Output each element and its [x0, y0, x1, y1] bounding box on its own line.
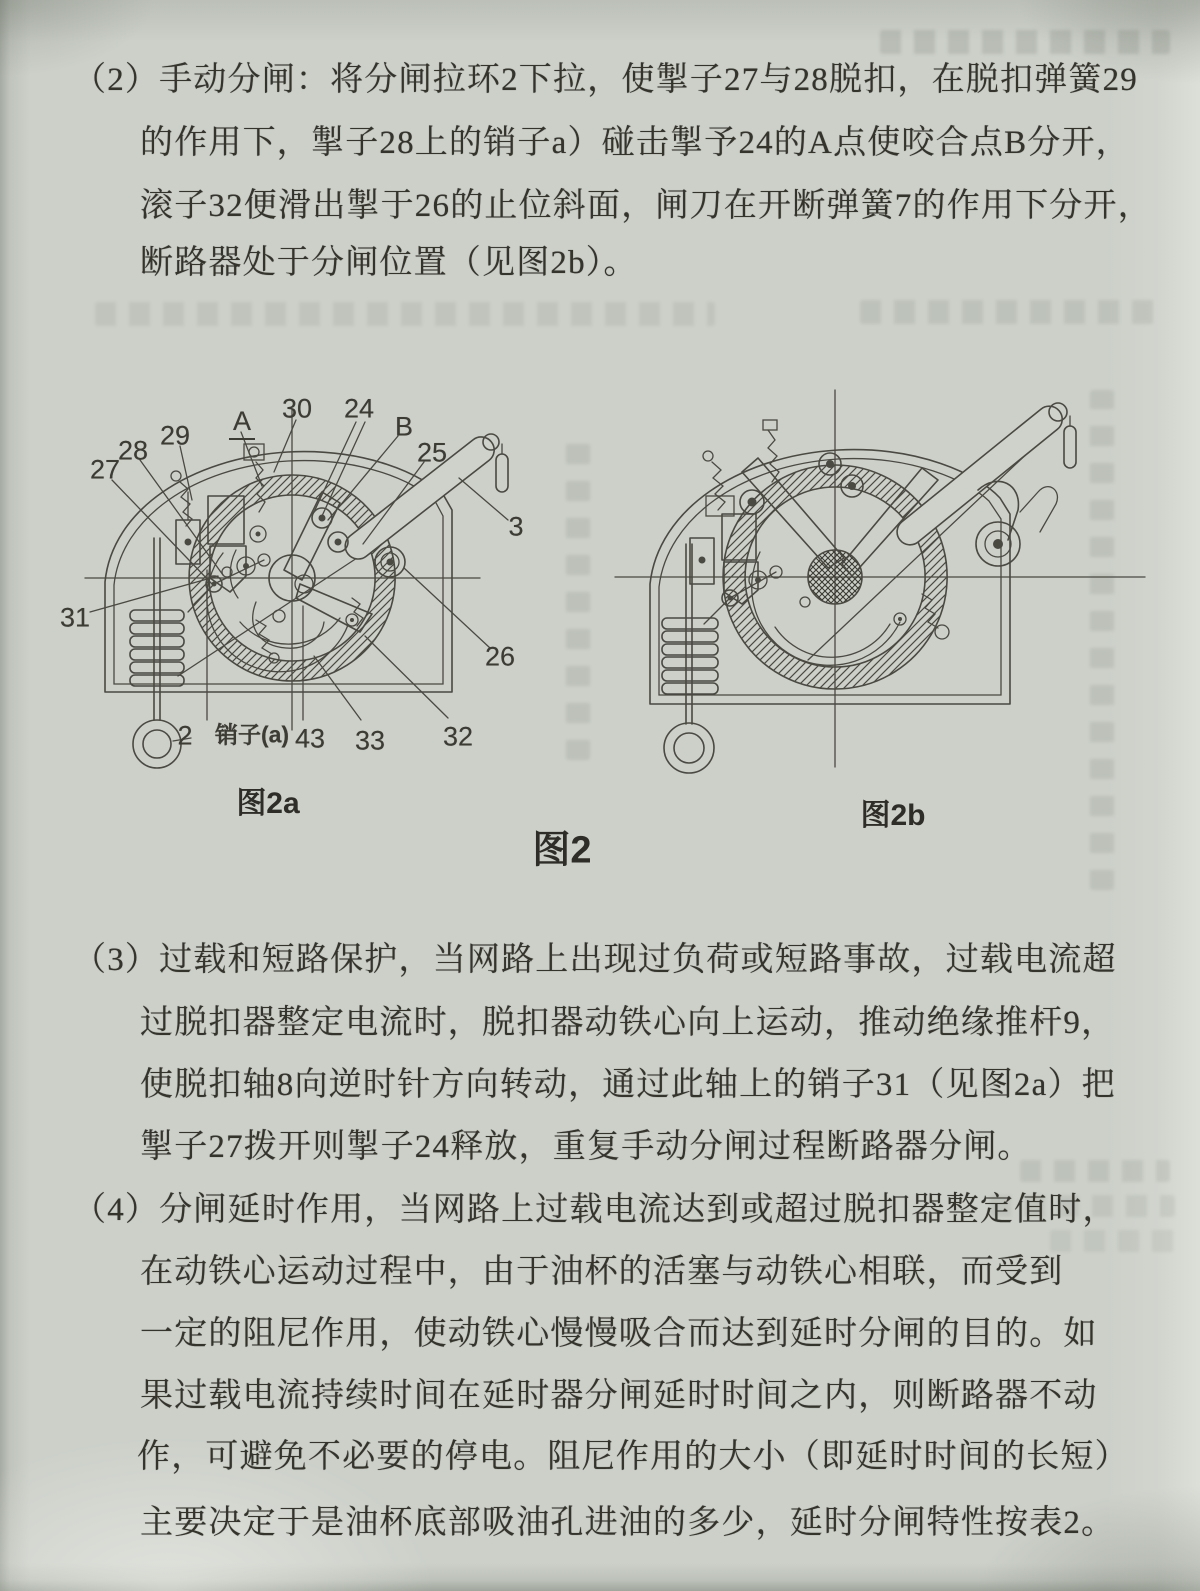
- figure2a-label-32: 32: [442, 721, 474, 752]
- pull-rod-and-ring: [130, 538, 184, 768]
- paragraph-3-line-3: 使脱扣轴8向逆时针方向转动，通过此轴上的销子31（见图2a）把: [140, 1067, 1116, 1103]
- bleedthrough-texture: [566, 430, 590, 760]
- paragraph-4-line-5: 作，可避免不必要的停电。阻尼作用的大小（即延时时间的长短）: [137, 1439, 1129, 1475]
- figure2a-label-43: 43: [294, 723, 326, 754]
- bleedthrough-texture: [1020, 1160, 1170, 1182]
- figure2a-label-25: 25: [416, 437, 448, 468]
- figure2a-label-33: 33: [354, 725, 386, 756]
- figure-2b-caption: 图2b: [860, 799, 926, 832]
- figure-2b-drawing: [600, 372, 1160, 808]
- paragraph-3-line-4: 掣子27拨开则掣子24释放，重复手动分闸过程断路器分闸。: [140, 1129, 1032, 1165]
- paragraph-4-line-6: 主要决定于是油杯底部吸油孔进油的多少，延时分闸特性按表2。: [140, 1505, 1116, 1541]
- paragraph-4-line-4: 果过载电流持续时间在延时器分闸延时时间之内，则断路器不动: [140, 1378, 1098, 1414]
- paragraph-2-line-2: 的作用下，掣子28上的销子a）碰击掣予24的A点使咬合点B分开，: [140, 125, 1130, 161]
- paragraph-4-line-1: （4）分闸延时作用，当网路上过载电流达到或超过脱扣器整定值时，: [73, 1192, 1117, 1228]
- figure-2-caption: 图2: [532, 829, 592, 872]
- bleedthrough-texture: [1050, 1230, 1180, 1252]
- figure2a-label-27: 27: [89, 454, 121, 485]
- figure2a-label-24: 24: [343, 393, 375, 424]
- figure2a-label-B: B: [394, 411, 414, 442]
- crosshair-lines: [615, 390, 1145, 767]
- figure2a-label-2: 2: [177, 720, 193, 751]
- figure-2a-caption: 图2a: [236, 787, 300, 820]
- paragraph-4-line-3: 一定的阻尼作用，使动铁心慢慢吸合而达到延时分闸的目的。如: [140, 1316, 1098, 1352]
- figure2a-label-31: 31: [59, 602, 91, 633]
- figure2a-label-28: 28: [117, 435, 149, 466]
- figure2a-label-A: A: [229, 406, 255, 440]
- paragraph-2-line-3: 滚子32便滑出掣于26的止位斜面，闸刀在开断弹簧7的作用下分开，: [140, 188, 1152, 224]
- bleedthrough-texture: [880, 30, 1170, 54]
- figure2a-label-29: 29: [159, 420, 191, 451]
- paragraph-4-line-2: 在动铁心运动过程中，由于油杯的活塞与动铁心相联，而受到: [140, 1254, 1064, 1290]
- paragraph-3-line-2: 过脱扣器整定电流时，脱扣器动铁心向上运动，推动绝缘推杆9，: [140, 1005, 1116, 1041]
- figure2a-label-pin-a: 销子(a): [214, 721, 290, 748]
- paragraph-2-line-1: （2）手动分闸：将分闸拉环2下拉，使掣子27与28脱扣，在脱扣弹簧29: [73, 62, 1138, 98]
- paragraph-2-line-4: 断路器处于分闸位置（见图2b）。: [140, 245, 638, 281]
- figure2a-label-3: 3: [508, 511, 524, 542]
- paragraph-3-line-1: （3）过载和短路保护，当网路上出现过负荷或短路事故，过载电流超: [73, 942, 1117, 978]
- bleedthrough-texture: [860, 300, 1160, 324]
- figure2a-label-30: 30: [281, 393, 313, 424]
- bleedthrough-texture: [95, 302, 715, 326]
- figure2a-label-26: 26: [484, 641, 516, 672]
